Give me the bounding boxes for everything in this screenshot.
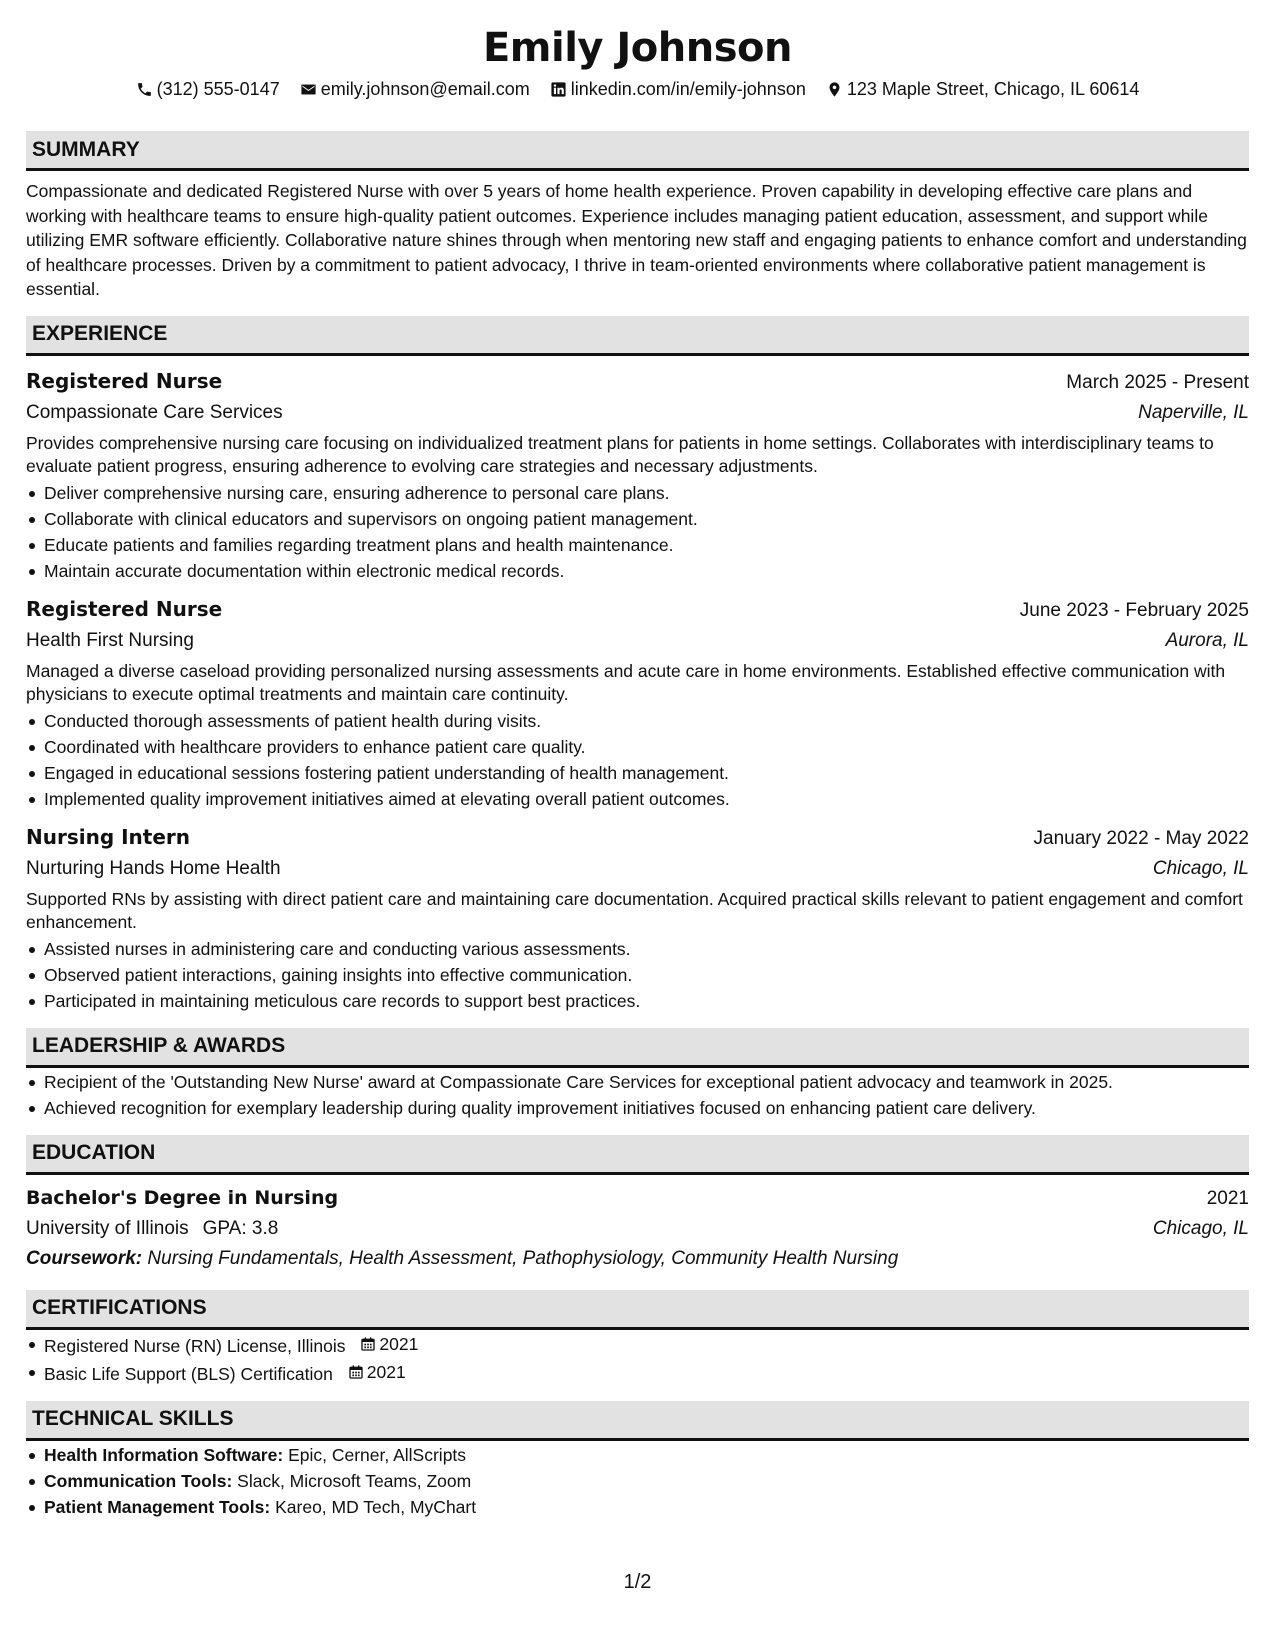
list-item bbox=[26, 1359, 1249, 1387]
list-item: Educate patients and families regarding treatment plans and health maintenance. bbox=[26, 532, 1249, 558]
degree-name: Bachelor's Degree in Nursing bbox=[26, 1186, 339, 1209]
gpa: GPA: 3.8 bbox=[202, 1217, 279, 1239]
phone-text: (312) 555-0147 bbox=[156, 79, 280, 99]
skill-category: Communication Tools: bbox=[44, 1470, 233, 1491]
certification-date bbox=[360, 1331, 418, 1357]
list-item bbox=[26, 1468, 1249, 1494]
company-name: Compassionate Care Services bbox=[26, 401, 283, 423]
job-bullets bbox=[26, 480, 1249, 584]
list-item: Maintain accurate documentation within electronic medical records. bbox=[26, 558, 1249, 584]
company-name: Nurturing Hands Home Health bbox=[26, 857, 281, 879]
job-bullets bbox=[26, 936, 1249, 1014]
company-name: Health First Nursing bbox=[26, 629, 194, 651]
linkedin-icon bbox=[550, 81, 567, 98]
linkedin-link[interactable]: linkedin.com/in/emily-johnson bbox=[570, 79, 806, 99]
job-dates: June 2023 - February 2025 bbox=[1019, 599, 1249, 621]
job-title: Nursing Intern bbox=[26, 824, 191, 849]
list-item: Engaged in educational sessions fostering patient understanding of health management. bbox=[26, 760, 1249, 786]
skill-values: Epic, Cerner, AllScripts bbox=[288, 1444, 467, 1465]
job-location: Naperville, IL bbox=[1138, 401, 1249, 423]
section-title: CERTIFICATIONS bbox=[32, 1296, 207, 1320]
section-title: EXPERIENCE bbox=[32, 322, 168, 346]
graduation-year: 2021 bbox=[1206, 1187, 1249, 1209]
job-entry bbox=[26, 594, 1249, 812]
job-dates: March 2025 - Present bbox=[1066, 371, 1249, 393]
experience-section bbox=[26, 316, 1249, 1014]
skill-category: Health Information Software: bbox=[44, 1444, 284, 1465]
location-pin-icon bbox=[826, 81, 843, 98]
summary-section bbox=[26, 131, 1249, 302]
school-name: University of Illinois bbox=[26, 1217, 189, 1239]
contact-linkedin[interactable] bbox=[550, 77, 806, 101]
phone-icon bbox=[136, 81, 153, 98]
list-item: Deliver comprehensive nursing care, ensuring adherence to personal care plans. bbox=[26, 480, 1249, 506]
certifications-section bbox=[26, 1290, 1249, 1387]
page-number: 1/2 bbox=[623, 1571, 652, 1593]
list-item: Coordinated with healthcare providers to enhance patient care quality. bbox=[26, 734, 1249, 760]
list-item bbox=[26, 1331, 1249, 1359]
candidate-name: Emily Johnson bbox=[482, 25, 792, 71]
list-item: Participated in maintaining meticulous care records to support best practices. bbox=[26, 988, 1249, 1014]
certification-year: 2021 bbox=[379, 1333, 419, 1354]
certification-name: Registered Nurse (RN) License, Illinois bbox=[44, 1335, 346, 1356]
education-entry bbox=[26, 1183, 1249, 1274]
section-header bbox=[26, 131, 1249, 171]
summary-text: Compassionate and dedicated Registered Nurse with over 5 years of home health experience. Proven capability in developing effective care plans and working with healthcare teams to ensure high-quality patient outcomes. Experience includes managing patient education, assessment, and support while utilizing EMR software efficiently. Collaborative nature shines through when mentoring new staff and engaging patients to enhance comfort and understanding of healthcare processes. Driven by a commitment to patient advocacy, I thrive in team-oriented environments where collaborative patient management is essential. bbox=[26, 181, 1247, 300]
contact-phone bbox=[136, 77, 280, 101]
school-line bbox=[26, 1214, 278, 1244]
job-bullets bbox=[26, 708, 1249, 812]
section-header bbox=[26, 316, 1249, 356]
list-item: Collaborate with clinical educators and supervisors on ongoing patient management. bbox=[26, 506, 1249, 532]
section-header bbox=[26, 1135, 1249, 1175]
coursework bbox=[26, 1244, 1249, 1274]
job-dates: January 2022 - May 2022 bbox=[1033, 827, 1249, 849]
section-header bbox=[26, 1028, 1249, 1068]
list-item: Achieved recognition for exemplary leadership during quality improvement initiatives focused on enhancing patient care delivery. bbox=[26, 1095, 1249, 1121]
address-text: 123 Maple Street, Chicago, IL 60614 bbox=[846, 79, 1140, 99]
education-section bbox=[26, 1135, 1249, 1274]
job-entry bbox=[26, 822, 1249, 1014]
section-title: SUMMARY bbox=[32, 137, 140, 161]
awards-list bbox=[26, 1069, 1249, 1121]
contact-bar bbox=[26, 77, 1249, 101]
calendar-icon bbox=[360, 1336, 376, 1352]
certification-year: 2021 bbox=[366, 1361, 406, 1382]
certification-date bbox=[348, 1359, 406, 1385]
certification-name: Basic Life Support (BLS) Certification bbox=[44, 1363, 333, 1384]
list-item: Assisted nurses in administering care and conducting various assessments. bbox=[26, 936, 1249, 962]
envelope-icon bbox=[300, 81, 317, 98]
certifications-list bbox=[26, 1331, 1249, 1387]
job-description: Supported RNs by assisting with direct patient care and maintaining care documentation. Acquired practical skills relevant to patient engagement and comfort enhancement. bbox=[26, 888, 1243, 933]
job-title: Registered Nurse bbox=[26, 596, 223, 621]
coursework-list: Nursing Fundamentals, Health Assessment, Pathophysiology, Community Health Nursing bbox=[147, 1247, 899, 1269]
list-item: Observed patient interactions, gaining insights into effective communication. bbox=[26, 962, 1249, 988]
skill-values: Kareo, MD Tech, MyChart bbox=[275, 1496, 477, 1517]
job-location: Aurora, IL bbox=[1165, 629, 1249, 651]
list-item: Implemented quality improvement initiatives aimed at elevating overall patient outcomes. bbox=[26, 786, 1249, 812]
list-item bbox=[26, 1442, 1249, 1468]
list-item: Recipient of the 'Outstanding New Nurse' award at Compassionate Care Services for exceptional patient advocacy and teamwork in 2025. bbox=[26, 1069, 1249, 1095]
section-title: EDUCATION bbox=[32, 1141, 156, 1165]
awards-section bbox=[26, 1028, 1249, 1121]
contact-address bbox=[826, 77, 1140, 101]
job-description: Managed a diverse caseload providing personalized nursing assessments and acute care in home environments. Established effective communication with physicians to execute optimal treatments and maintain care continuity. bbox=[26, 660, 1226, 705]
skills-list bbox=[26, 1442, 1249, 1520]
section-header bbox=[26, 1290, 1249, 1330]
coursework-label: Coursework: bbox=[26, 1247, 143, 1269]
section-title: LEADERSHIP & AWARDS bbox=[32, 1034, 286, 1058]
list-item: Conducted thorough assessments of patient health during visits. bbox=[26, 708, 1249, 734]
skill-category: Patient Management Tools: bbox=[44, 1496, 271, 1517]
section-header bbox=[26, 1401, 1249, 1441]
email-link[interactable]: emily.johnson@email.com bbox=[320, 79, 530, 99]
job-description: Provides comprehensive nursing care focusing on individualized treatment plans for patients in home settings. Collaborates with interdisciplinary teams to evaluate patient progress, ensuring adherence to evolving care strategies and necessary adjustments. bbox=[26, 432, 1214, 477]
job-entry bbox=[26, 366, 1249, 584]
job-location: Chicago, IL bbox=[1152, 857, 1249, 879]
contact-email[interactable] bbox=[300, 77, 530, 101]
school-location: Chicago, IL bbox=[1152, 1217, 1249, 1239]
section-title: TECHNICAL SKILLS bbox=[32, 1407, 234, 1431]
skills-section bbox=[26, 1401, 1249, 1520]
job-title: Registered Nurse bbox=[26, 368, 223, 393]
calendar-icon bbox=[348, 1364, 364, 1380]
skill-values: Slack, Microsoft Teams, Zoom bbox=[237, 1470, 472, 1491]
list-item bbox=[26, 1494, 1249, 1520]
